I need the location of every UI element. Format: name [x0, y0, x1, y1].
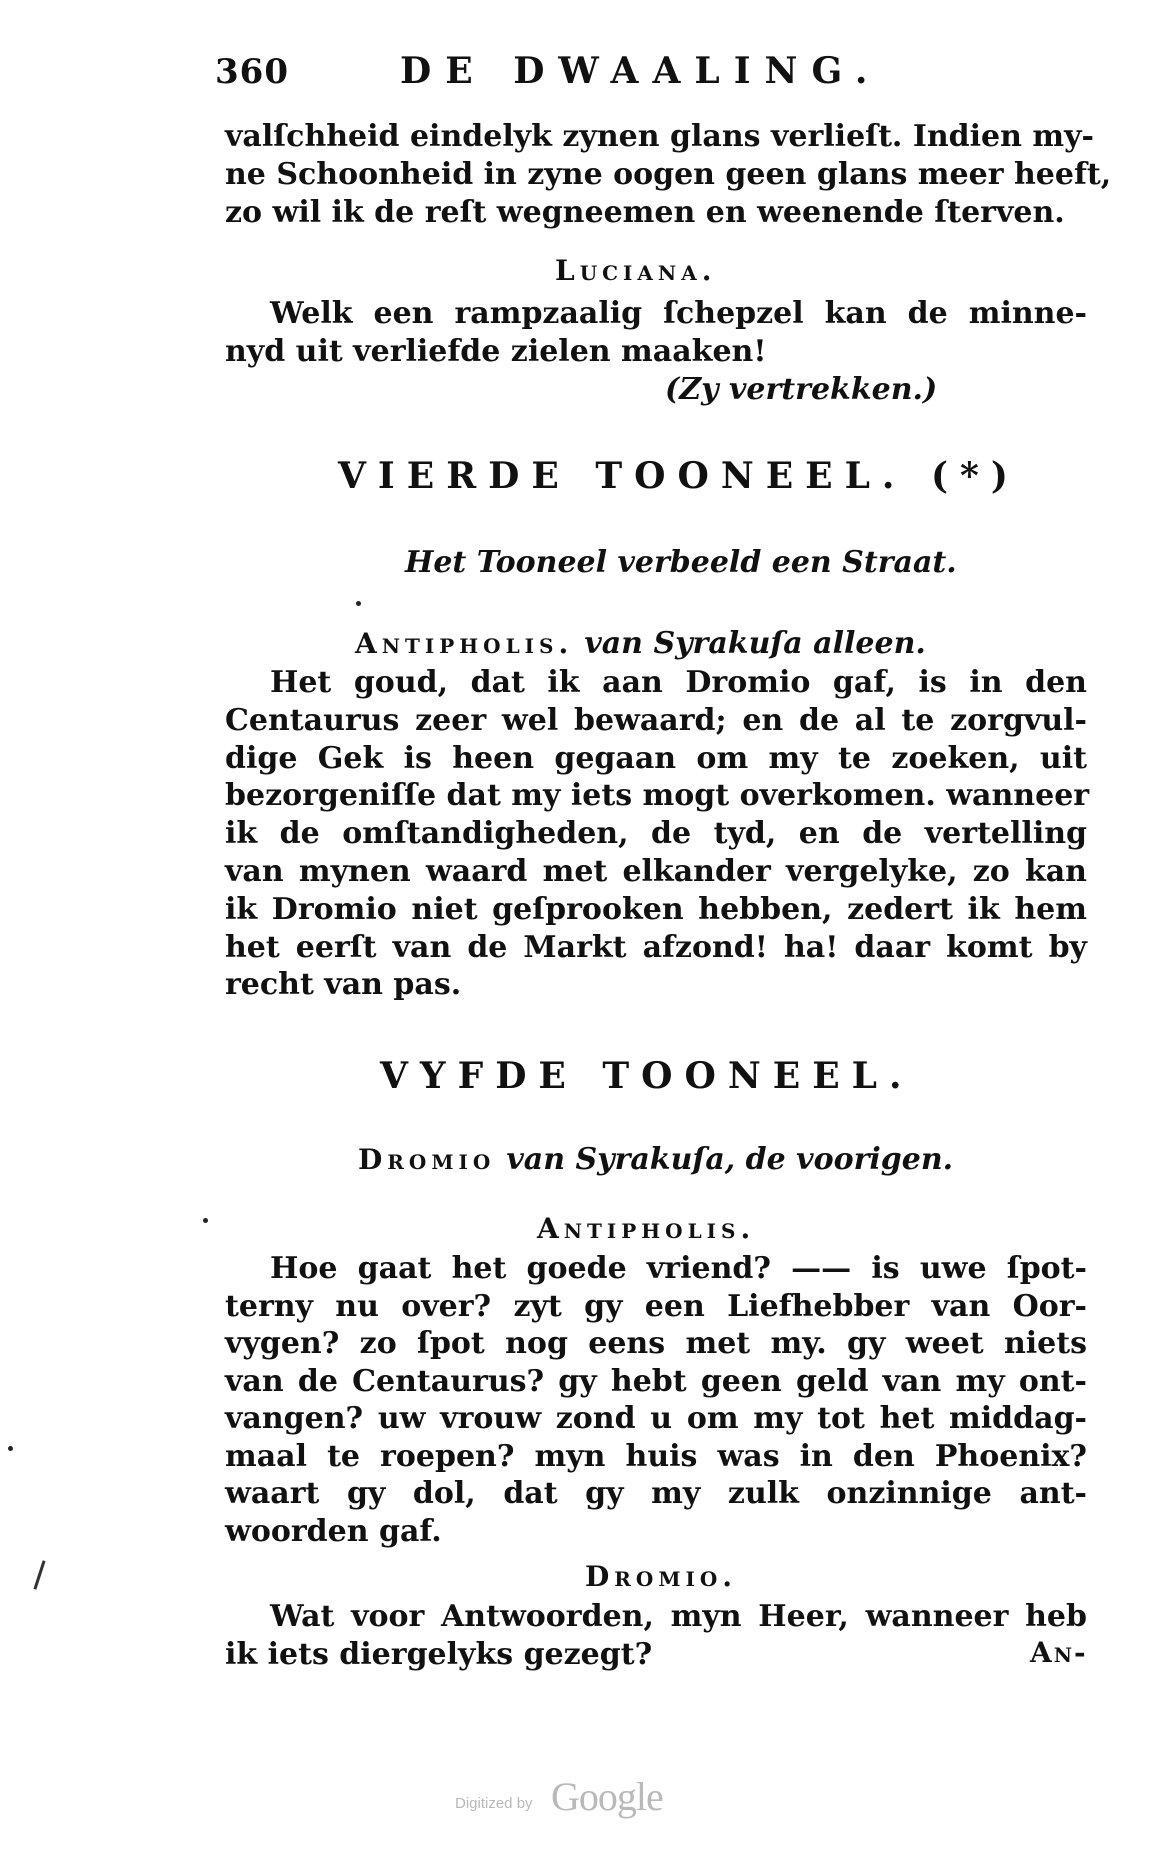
- text-line: Centaurus zeer wel bewaard; en de al te zorgvul-: [225, 702, 1087, 738]
- text-line: Welk een rampzaalig ſchepzel kan de minne-: [270, 296, 1087, 331]
- text-line: recht van pas.: [225, 967, 462, 1003]
- page-header: [215, 48, 915, 108]
- text-line: ne Schoonheid in zyne oogen geen glans meer heeft,: [225, 157, 1112, 192]
- text-line: nyd uit verliefde zielen maaken!: [225, 334, 767, 369]
- scene-4-title: VIERDE TOONEEL. (*): [338, 455, 1020, 497]
- margin-mark: [33, 1560, 45, 1589]
- setting-rest: van Syrakuſa, de voorigen.: [506, 1142, 954, 1177]
- speaker-antipholis: Antipholis.: [355, 627, 574, 660]
- text-line: bezorgeniſſe dat my iets mogt overkomen. wanneer: [225, 778, 1090, 814]
- google-logo: Google: [551, 1774, 663, 1819]
- text-line: maal te roepen? myn huis was in den Phoenix?: [225, 1438, 1087, 1474]
- text-line: ik de omſtandigheden, de tyd, en de vertelling: [225, 816, 1087, 852]
- setting-name-dromio: Dromio: [358, 1143, 496, 1176]
- text-line: valſchheid eindelyk zynen glans verlieſt. Indien my-: [225, 119, 1095, 154]
- ink-speck: [356, 601, 361, 606]
- luciana-speech: [225, 295, 1087, 371]
- text-line: van de Centaurus? gy hebt geen geld van my ont-: [225, 1363, 1087, 1399]
- speaker-luciana: Luciana.: [555, 254, 717, 287]
- scene-5-title: VYFDE TOONEEL.: [380, 1055, 914, 1097]
- ink-speck: [203, 1218, 208, 1223]
- text-line: waart gy dol, dat gy my zulk onzinnige ant-: [225, 1476, 1087, 1511]
- digitized-watermark: [455, 1773, 715, 1823]
- text-line: vygen? zo ſpot nog eens met my. gy weet niets: [225, 1326, 1087, 1361]
- paragraph-continuation: [225, 118, 1112, 232]
- text-line: dige Gek is heen gegaan om my te zoeken, uit: [225, 740, 1087, 776]
- ink-speck: [8, 1446, 13, 1451]
- text-line: Het goud, dat ik aan Dromio gaf, is in den: [270, 665, 1087, 700]
- speaker-antipholis-2: Antipholis.: [537, 1212, 756, 1245]
- catchword: An-: [1030, 1636, 1088, 1669]
- speaker-note: van Syrakuſa alleen.: [584, 626, 926, 661]
- text-line: vangen? uw vrouw zond u om my tot het middag-: [225, 1401, 1087, 1436]
- dromio-speech: [225, 1598, 1087, 1674]
- antipholis-monologue: [225, 664, 1090, 1004]
- scene-4-setting: Het Tooneel verbeeld een Straat.: [405, 545, 957, 580]
- scene-5-setting: [358, 1142, 953, 1177]
- text-line: ik iets diergelyks gezegt?: [225, 1637, 653, 1672]
- watermark-prefix: Digitized by: [455, 1795, 533, 1812]
- page-number: 360: [215, 52, 289, 92]
- text-line: ik Dromio niet geſprooken hebben, zedert ik hem: [225, 891, 1087, 927]
- running-head: DE DWAALING.: [400, 50, 882, 92]
- text-line: terny nu over? zyt gy een Liefhebber van Oor-: [225, 1288, 1087, 1324]
- antipholis-speech: [225, 1250, 1087, 1550]
- exit-stage-direction: (Zy vertrekken.): [665, 372, 938, 407]
- text-line: zo wil ik de reſt wegneemen en weenende ſterven.: [225, 195, 1065, 230]
- scene-4-speaker-line: [355, 626, 926, 661]
- text-line: woorden gaf.: [225, 1513, 442, 1549]
- text-line: Hoe gaat het goede vriend? —— is uwe ſpot-: [270, 1251, 1087, 1286]
- text-line: van mynen waard met elkander vergelyke, zo kan: [225, 853, 1087, 889]
- text-line: Wat voor Antwoorden, myn Heer, wanneer heb: [270, 1599, 1087, 1634]
- text-line: het eerſt van de Markt afzond! ha! daar komt by: [225, 929, 1087, 965]
- speaker-dromio: Dromio.: [585, 1560, 737, 1593]
